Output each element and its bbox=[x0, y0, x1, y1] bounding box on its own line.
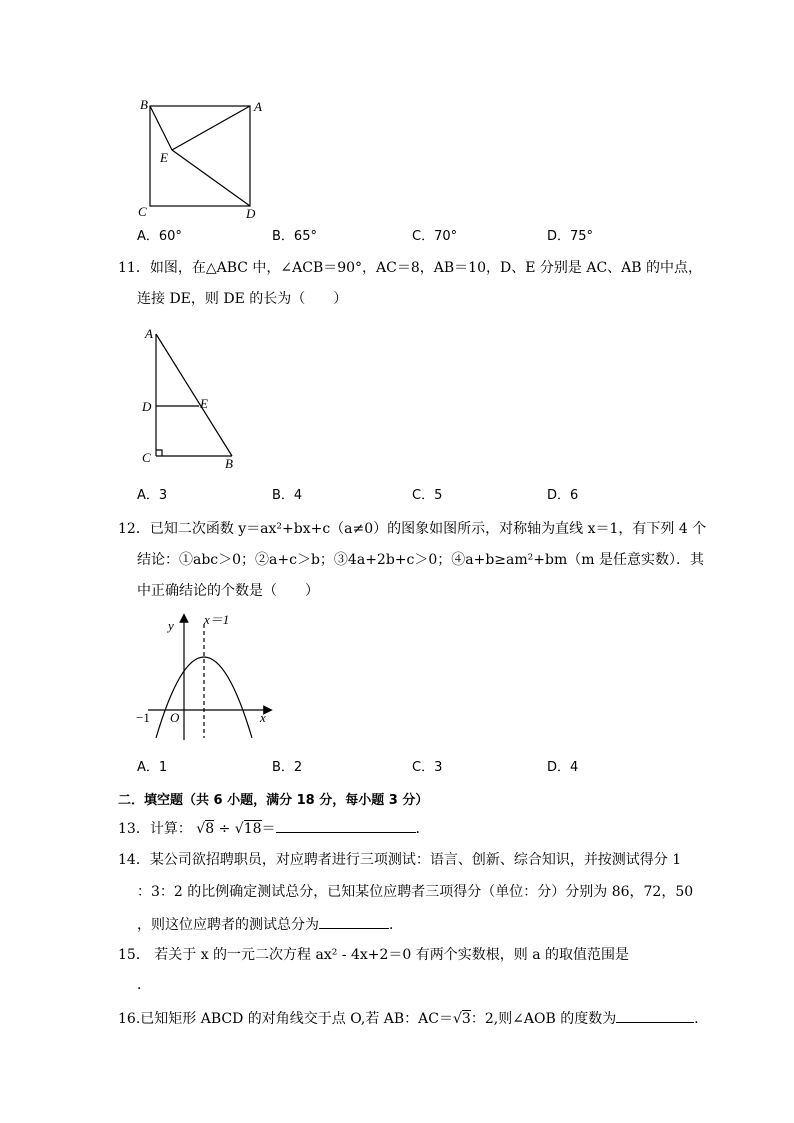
q10-label-B: B bbox=[140, 97, 148, 112]
q16-answer-blank[interactable] bbox=[616, 1008, 694, 1023]
q12-option-d[interactable]: D．4 bbox=[547, 760, 579, 775]
q11-question-line1: 11．如图，在△ABC 中，∠ACB＝90°，AC＝8，AB＝10，D、E 分别是 AC、AB 的中点， bbox=[118, 260, 703, 276]
q11-triangle bbox=[156, 334, 232, 456]
q13-prefix: 13．计算： bbox=[118, 821, 192, 837]
q12-label-y: y bbox=[168, 618, 174, 633]
q16-mid: ：2,则∠AOB 的度数为 bbox=[470, 1011, 617, 1027]
q11-option-b[interactable]: B．4 bbox=[272, 488, 303, 503]
q16-prefix: 16.已知矩形 ABCD 的对角线交于点 O,若 AB：AC＝ bbox=[118, 1011, 453, 1027]
q14-question-line2: ：3：2 的比例确定测试总分，已知某位应聘者三项得分（单位：分）分别为 86，72，50 bbox=[137, 884, 694, 900]
q12-question-line3: 中正确结论的个数是（ ） bbox=[137, 583, 319, 599]
q10-option-d[interactable]: D．75° bbox=[547, 229, 594, 244]
q12-option-c[interactable]: C．3 bbox=[412, 760, 443, 775]
q14-question-line3 bbox=[137, 914, 403, 935]
q12-question-line1: 12．已知二次函数 y＝ax²+bx+c（a≠0）的图象如图所示，对称轴为直线 x＝1，有下列 4 个 bbox=[118, 521, 707, 537]
q12-label-axis: x＝1 bbox=[204, 612, 230, 627]
q13-sqrt-8: √8 bbox=[196, 821, 215, 837]
q13-question bbox=[118, 818, 430, 839]
q11-label-A: A bbox=[145, 326, 153, 341]
q10-option-a[interactable]: A．60° bbox=[137, 229, 182, 244]
q11-label-D: D bbox=[142, 399, 152, 414]
q11-label-C: C bbox=[142, 450, 151, 465]
q13-radicand-1: 8 bbox=[205, 821, 215, 837]
q12-graph bbox=[134, 612, 280, 744]
q16-radicand: 3 bbox=[461, 1011, 471, 1027]
section-heading-fill-blank: 二．填空题（共 6 小题，满分 18 分，每小题 3 分） bbox=[118, 793, 429, 808]
q12-question-line2: 结论：①abc＞0；②a+c＞b；③4a+2b+c＞0；④a+b≥am²+bm（m 是任意实数）．其 bbox=[137, 552, 704, 568]
q10-label-A: A bbox=[254, 99, 262, 114]
q11-question-line2: 连接 DE，则 DE 的长为（ ） bbox=[137, 291, 348, 307]
q11-label-E: E bbox=[200, 396, 208, 411]
q10-option-b[interactable]: B．65° bbox=[272, 229, 317, 244]
q12-label-x: x bbox=[260, 710, 266, 725]
q11-option-c[interactable]: C．5 bbox=[412, 488, 443, 503]
q11-figure bbox=[136, 324, 246, 474]
q16-end: ． bbox=[694, 1011, 709, 1027]
q14-line3-end: ． bbox=[389, 917, 403, 933]
q14-line3-text: ，则这位应聘者的测试总分为 bbox=[137, 917, 319, 933]
q13-end: ． bbox=[415, 821, 430, 837]
q10-option-c[interactable]: C．70° bbox=[412, 229, 458, 244]
q15-question-line2: ． bbox=[137, 977, 151, 993]
q14-answer-blank[interactable] bbox=[319, 914, 389, 929]
q12-label-O: O bbox=[170, 710, 180, 725]
q10-figure bbox=[132, 96, 272, 222]
q11-label-B: B bbox=[225, 456, 233, 471]
q10-label-E: E bbox=[160, 150, 168, 165]
q10-label-C: C bbox=[138, 204, 147, 219]
q10-label-D: D bbox=[246, 206, 256, 221]
q13-divide: ÷ bbox=[218, 821, 231, 837]
q13-answer-blank[interactable] bbox=[276, 818, 416, 833]
q11-option-a[interactable]: A．3 bbox=[137, 488, 168, 503]
q16-sqrt-3: √3 bbox=[453, 1011, 471, 1027]
q12-option-b[interactable]: B．2 bbox=[272, 760, 303, 775]
q13-equals: ＝ bbox=[261, 821, 276, 837]
q12-option-a[interactable]: A．1 bbox=[137, 760, 168, 775]
q14-question-line1: 14．某公司欲招聘职员，对应聘者进行三项测试：语言、创新、综合知识，并按测试得分 1 bbox=[118, 852, 682, 868]
q13-radicand-2: 18 bbox=[243, 821, 262, 837]
q16-question bbox=[118, 1008, 708, 1029]
q11-option-d[interactable]: D．6 bbox=[547, 488, 579, 503]
q12-label-neg1: −1 bbox=[136, 710, 150, 725]
q13-sqrt-18: √18 bbox=[234, 821, 262, 837]
q15-question-line1: 15． 若关于 x 的一元二次方程 ax² - 4x+2＝0 有两个实数根，则 a 的取值范围是 bbox=[118, 947, 630, 963]
